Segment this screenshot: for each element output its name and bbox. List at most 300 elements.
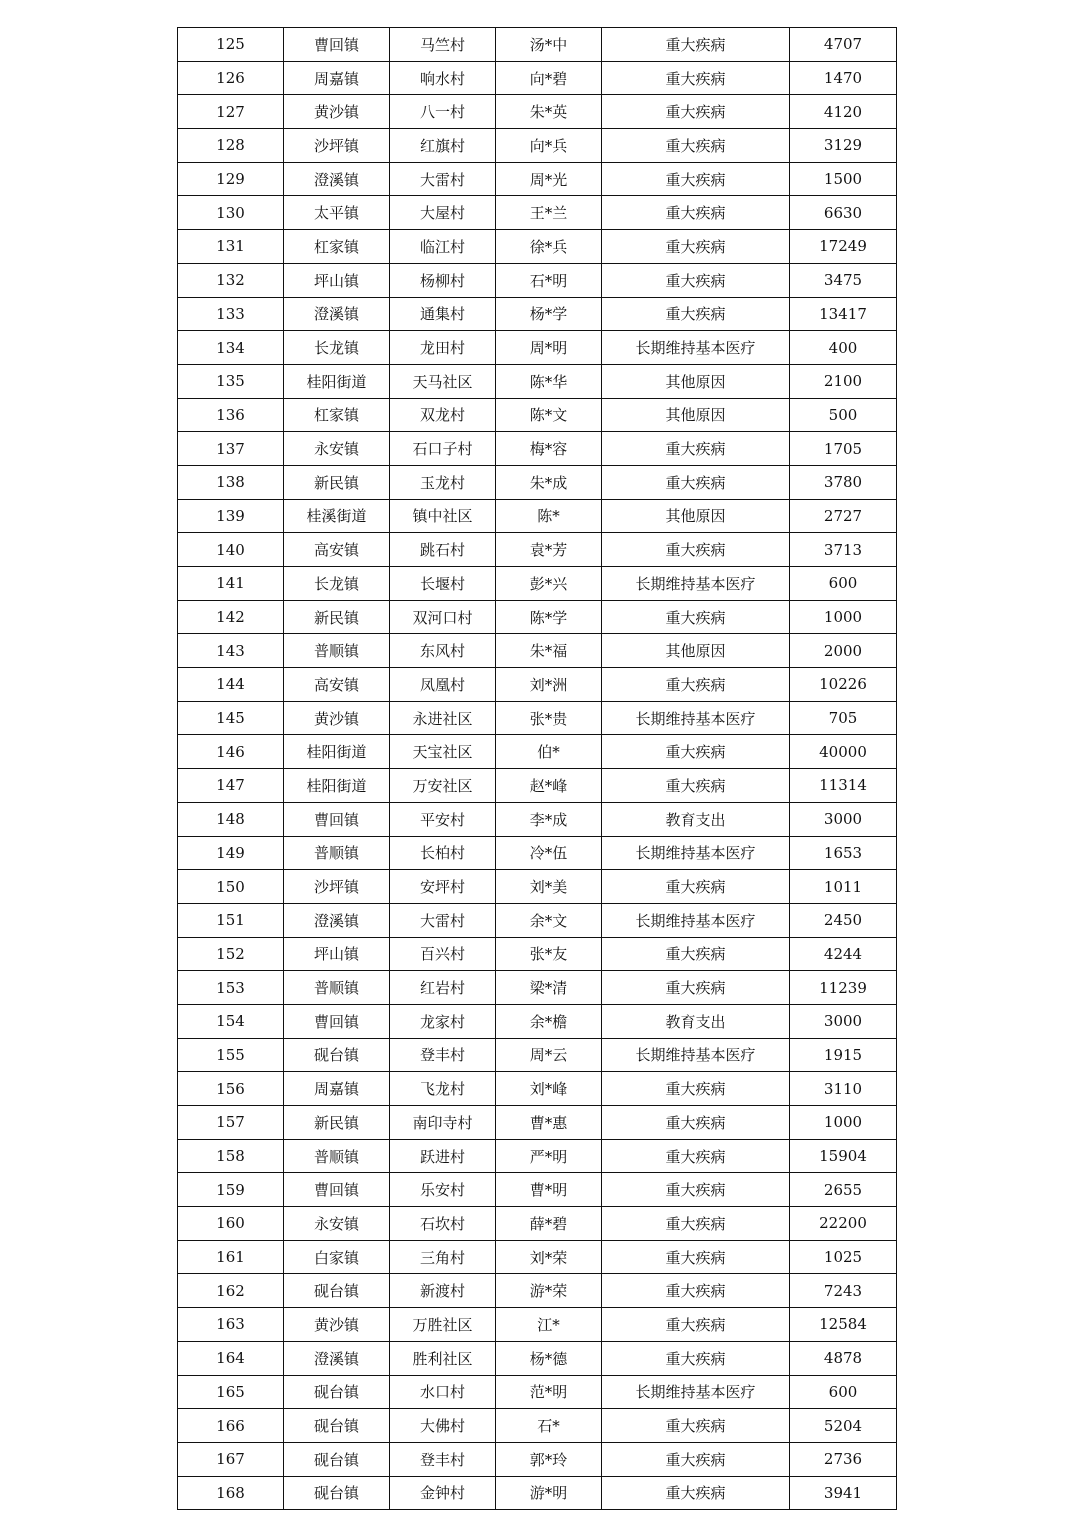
cell-row-number: 134 bbox=[178, 331, 284, 365]
cell-amount: 3713 bbox=[790, 533, 897, 567]
cell-town: 新民镇 bbox=[284, 1106, 390, 1140]
cell-village: 百兴村 bbox=[390, 937, 496, 971]
cell-reason: 重大疾病 bbox=[602, 600, 790, 634]
cell-amount: 1915 bbox=[790, 1038, 897, 1072]
cell-town: 新民镇 bbox=[284, 465, 390, 499]
cell-recipient-name: 张*友 bbox=[496, 937, 602, 971]
cell-recipient-name: 郭*玲 bbox=[496, 1442, 602, 1476]
cell-recipient-name: 彭*兴 bbox=[496, 567, 602, 601]
table-row bbox=[178, 600, 897, 634]
cell-village: 万安社区 bbox=[390, 769, 496, 803]
cell-recipient-name: 朱*福 bbox=[496, 634, 602, 668]
cell-row-number: 137 bbox=[178, 432, 284, 466]
cell-amount: 500 bbox=[790, 398, 897, 432]
cell-town: 曹回镇 bbox=[284, 1173, 390, 1207]
cell-row-number: 138 bbox=[178, 465, 284, 499]
cell-village: 凤凰村 bbox=[390, 668, 496, 702]
table-row bbox=[178, 297, 897, 331]
cell-town: 高安镇 bbox=[284, 668, 390, 702]
table-row bbox=[178, 61, 897, 95]
cell-row-number: 132 bbox=[178, 263, 284, 297]
cell-village: 龙家村 bbox=[390, 1004, 496, 1038]
cell-amount: 2727 bbox=[790, 499, 897, 533]
cell-row-number: 141 bbox=[178, 567, 284, 601]
cell-row-number: 131 bbox=[178, 230, 284, 264]
cell-row-number: 139 bbox=[178, 499, 284, 533]
cell-reason: 其他原因 bbox=[602, 499, 790, 533]
cell-town: 周嘉镇 bbox=[284, 1072, 390, 1106]
cell-town: 砚台镇 bbox=[284, 1038, 390, 1072]
cell-town: 曹回镇 bbox=[284, 1004, 390, 1038]
cell-row-number: 166 bbox=[178, 1409, 284, 1443]
cell-reason: 重大疾病 bbox=[602, 1240, 790, 1274]
table-row bbox=[178, 735, 897, 769]
cell-amount: 1025 bbox=[790, 1240, 897, 1274]
cell-reason: 重大疾病 bbox=[602, 1341, 790, 1375]
cell-reason: 长期维持基本医疗 bbox=[602, 1038, 790, 1072]
cell-amount: 600 bbox=[790, 1375, 897, 1409]
cell-town: 坪山镇 bbox=[284, 937, 390, 971]
cell-recipient-name: 梅*容 bbox=[496, 432, 602, 466]
cell-amount: 2736 bbox=[790, 1442, 897, 1476]
cell-reason: 重大疾病 bbox=[602, 1106, 790, 1140]
table-row bbox=[178, 499, 897, 533]
cell-reason: 重大疾病 bbox=[602, 937, 790, 971]
cell-reason: 重大疾病 bbox=[602, 465, 790, 499]
cell-recipient-name: 陈* bbox=[496, 499, 602, 533]
cell-town: 砚台镇 bbox=[284, 1442, 390, 1476]
cell-reason: 长期维持基本医疗 bbox=[602, 1375, 790, 1409]
cell-town: 普顺镇 bbox=[284, 836, 390, 870]
cell-amount: 4878 bbox=[790, 1341, 897, 1375]
cell-town: 曹回镇 bbox=[284, 802, 390, 836]
cell-town: 黄沙镇 bbox=[284, 95, 390, 129]
cell-amount: 1653 bbox=[790, 836, 897, 870]
cell-village: 跳石村 bbox=[390, 533, 496, 567]
cell-recipient-name: 袁*芳 bbox=[496, 533, 602, 567]
cell-amount: 2000 bbox=[790, 634, 897, 668]
table-row bbox=[178, 1173, 897, 1207]
cell-amount: 1470 bbox=[790, 61, 897, 95]
cell-reason: 重大疾病 bbox=[602, 162, 790, 196]
cell-town: 砚台镇 bbox=[284, 1375, 390, 1409]
cell-village: 红旗村 bbox=[390, 129, 496, 163]
cell-amount: 4120 bbox=[790, 95, 897, 129]
table-row bbox=[178, 971, 897, 1005]
table-row bbox=[178, 634, 897, 668]
cell-row-number: 128 bbox=[178, 129, 284, 163]
cell-reason: 重大疾病 bbox=[602, 432, 790, 466]
cell-row-number: 130 bbox=[178, 196, 284, 230]
cell-recipient-name: 周*云 bbox=[496, 1038, 602, 1072]
table-row bbox=[178, 769, 897, 803]
table-row bbox=[178, 668, 897, 702]
cell-amount: 3941 bbox=[790, 1476, 897, 1510]
cell-reason: 重大疾病 bbox=[602, 28, 790, 62]
cell-reason: 重大疾病 bbox=[602, 1139, 790, 1173]
cell-amount: 3000 bbox=[790, 1004, 897, 1038]
cell-row-number: 167 bbox=[178, 1442, 284, 1476]
cell-recipient-name: 游*明 bbox=[496, 1476, 602, 1510]
cell-town: 桂阳街道 bbox=[284, 769, 390, 803]
cell-amount: 1011 bbox=[790, 870, 897, 904]
cell-reason: 重大疾病 bbox=[602, 263, 790, 297]
cell-reason: 重大疾病 bbox=[602, 230, 790, 264]
cell-amount: 4707 bbox=[790, 28, 897, 62]
cell-amount: 7243 bbox=[790, 1274, 897, 1308]
cell-recipient-name: 朱*英 bbox=[496, 95, 602, 129]
cell-reason: 长期维持基本医疗 bbox=[602, 701, 790, 735]
cell-town: 桂溪街道 bbox=[284, 499, 390, 533]
cell-recipient-name: 徐*兵 bbox=[496, 230, 602, 264]
cell-amount: 3475 bbox=[790, 263, 897, 297]
cell-recipient-name: 向*碧 bbox=[496, 61, 602, 95]
cell-reason: 重大疾病 bbox=[602, 1274, 790, 1308]
cell-reason: 长期维持基本医疗 bbox=[602, 903, 790, 937]
table-row bbox=[178, 1409, 897, 1443]
cell-village: 马竺村 bbox=[390, 28, 496, 62]
cell-amount: 17249 bbox=[790, 230, 897, 264]
cell-reason: 重大疾病 bbox=[602, 61, 790, 95]
cell-recipient-name: 刘*峰 bbox=[496, 1072, 602, 1106]
cell-reason: 重大疾病 bbox=[602, 1476, 790, 1510]
cell-reason: 长期维持基本医疗 bbox=[602, 836, 790, 870]
cell-recipient-name: 李*成 bbox=[496, 802, 602, 836]
table-row bbox=[178, 1240, 897, 1274]
cell-amount: 11314 bbox=[790, 769, 897, 803]
cell-reason: 重大疾病 bbox=[602, 129, 790, 163]
table-row bbox=[178, 1341, 897, 1375]
table-row bbox=[178, 903, 897, 937]
cell-town: 砚台镇 bbox=[284, 1476, 390, 1510]
cell-amount: 2655 bbox=[790, 1173, 897, 1207]
cell-town: 澄溪镇 bbox=[284, 1341, 390, 1375]
cell-recipient-name: 陈*学 bbox=[496, 600, 602, 634]
cell-village: 新渡村 bbox=[390, 1274, 496, 1308]
cell-reason: 重大疾病 bbox=[602, 870, 790, 904]
table-row bbox=[178, 937, 897, 971]
cell-amount: 4244 bbox=[790, 937, 897, 971]
cell-recipient-name: 石*明 bbox=[496, 263, 602, 297]
table-row bbox=[178, 129, 897, 163]
cell-town: 桂阳街道 bbox=[284, 364, 390, 398]
cell-town: 普顺镇 bbox=[284, 634, 390, 668]
cell-recipient-name: 张*贵 bbox=[496, 701, 602, 735]
cell-amount: 3780 bbox=[790, 465, 897, 499]
cell-village: 南印寺村 bbox=[390, 1106, 496, 1140]
cell-village: 天马社区 bbox=[390, 364, 496, 398]
cell-town: 长龙镇 bbox=[284, 331, 390, 365]
cell-town: 太平镇 bbox=[284, 196, 390, 230]
table-row bbox=[178, 1308, 897, 1342]
cell-village: 天宝社区 bbox=[390, 735, 496, 769]
cell-amount: 1705 bbox=[790, 432, 897, 466]
cell-amount: 12584 bbox=[790, 1308, 897, 1342]
cell-reason: 重大疾病 bbox=[602, 1308, 790, 1342]
cell-village: 乐安村 bbox=[390, 1173, 496, 1207]
table-row bbox=[178, 870, 897, 904]
cell-town: 白家镇 bbox=[284, 1240, 390, 1274]
cell-town: 长龙镇 bbox=[284, 567, 390, 601]
assistance-table bbox=[177, 27, 897, 1510]
cell-amount: 6630 bbox=[790, 196, 897, 230]
cell-amount: 10226 bbox=[790, 668, 897, 702]
cell-recipient-name: 向*兵 bbox=[496, 129, 602, 163]
cell-reason: 重大疾病 bbox=[602, 1072, 790, 1106]
cell-amount: 3110 bbox=[790, 1072, 897, 1106]
table-row bbox=[178, 162, 897, 196]
cell-row-number: 164 bbox=[178, 1341, 284, 1375]
cell-town: 周嘉镇 bbox=[284, 61, 390, 95]
cell-town: 坪山镇 bbox=[284, 263, 390, 297]
cell-village: 登丰村 bbox=[390, 1442, 496, 1476]
table-row bbox=[178, 364, 897, 398]
cell-amount: 3129 bbox=[790, 129, 897, 163]
cell-recipient-name: 余*檐 bbox=[496, 1004, 602, 1038]
cell-reason: 重大疾病 bbox=[602, 1409, 790, 1443]
cell-recipient-name: 刘*美 bbox=[496, 870, 602, 904]
cell-recipient-name: 石* bbox=[496, 1409, 602, 1443]
cell-row-number: 158 bbox=[178, 1139, 284, 1173]
cell-village: 八一村 bbox=[390, 95, 496, 129]
table-row bbox=[178, 1274, 897, 1308]
cell-village: 长堰村 bbox=[390, 567, 496, 601]
cell-row-number: 160 bbox=[178, 1207, 284, 1241]
cell-town: 澄溪镇 bbox=[284, 903, 390, 937]
cell-row-number: 156 bbox=[178, 1072, 284, 1106]
cell-village: 大雷村 bbox=[390, 162, 496, 196]
cell-village: 大雷村 bbox=[390, 903, 496, 937]
cell-amount: 1500 bbox=[790, 162, 897, 196]
cell-row-number: 144 bbox=[178, 668, 284, 702]
cell-row-number: 155 bbox=[178, 1038, 284, 1072]
table-row bbox=[178, 567, 897, 601]
cell-town: 黄沙镇 bbox=[284, 1308, 390, 1342]
cell-reason: 重大疾病 bbox=[602, 1207, 790, 1241]
table-row bbox=[178, 1072, 897, 1106]
cell-reason: 重大疾病 bbox=[602, 1173, 790, 1207]
cell-row-number: 148 bbox=[178, 802, 284, 836]
cell-recipient-name: 薛*碧 bbox=[496, 1207, 602, 1241]
cell-recipient-name: 杨*学 bbox=[496, 297, 602, 331]
table-row bbox=[178, 196, 897, 230]
cell-town: 杠家镇 bbox=[284, 230, 390, 264]
cell-recipient-name: 周*明 bbox=[496, 331, 602, 365]
table-row bbox=[178, 1004, 897, 1038]
cell-row-number: 145 bbox=[178, 701, 284, 735]
cell-town: 黄沙镇 bbox=[284, 701, 390, 735]
cell-town: 砚台镇 bbox=[284, 1409, 390, 1443]
cell-village: 响水村 bbox=[390, 61, 496, 95]
cell-town: 曹回镇 bbox=[284, 28, 390, 62]
cell-village: 飞龙村 bbox=[390, 1072, 496, 1106]
cell-reason: 教育支出 bbox=[602, 1004, 790, 1038]
cell-town: 杠家镇 bbox=[284, 398, 390, 432]
cell-row-number: 125 bbox=[178, 28, 284, 62]
cell-village: 大屋村 bbox=[390, 196, 496, 230]
cell-village: 万胜社区 bbox=[390, 1308, 496, 1342]
cell-recipient-name: 赵*峰 bbox=[496, 769, 602, 803]
cell-reason: 其他原因 bbox=[602, 364, 790, 398]
cell-village: 水口村 bbox=[390, 1375, 496, 1409]
cell-town: 桂阳街道 bbox=[284, 735, 390, 769]
cell-village: 石坎村 bbox=[390, 1207, 496, 1241]
cell-reason: 长期维持基本医疗 bbox=[602, 331, 790, 365]
cell-village: 永进社区 bbox=[390, 701, 496, 735]
cell-town: 新民镇 bbox=[284, 600, 390, 634]
cell-row-number: 162 bbox=[178, 1274, 284, 1308]
cell-amount: 22200 bbox=[790, 1207, 897, 1241]
cell-amount: 1000 bbox=[790, 600, 897, 634]
cell-reason: 重大疾病 bbox=[602, 533, 790, 567]
table-row bbox=[178, 95, 897, 129]
cell-town: 沙坪镇 bbox=[284, 129, 390, 163]
table-row bbox=[178, 1442, 897, 1476]
cell-reason: 长期维持基本医疗 bbox=[602, 567, 790, 601]
cell-reason: 其他原因 bbox=[602, 634, 790, 668]
cell-row-number: 153 bbox=[178, 971, 284, 1005]
cell-row-number: 157 bbox=[178, 1106, 284, 1140]
table-row bbox=[178, 230, 897, 264]
cell-village: 杨柳村 bbox=[390, 263, 496, 297]
cell-reason: 重大疾病 bbox=[602, 1442, 790, 1476]
table-row bbox=[178, 802, 897, 836]
cell-reason: 其他原因 bbox=[602, 398, 790, 432]
table-row bbox=[178, 465, 897, 499]
table-row bbox=[178, 701, 897, 735]
cell-recipient-name: 朱*成 bbox=[496, 465, 602, 499]
cell-recipient-name: 陈*华 bbox=[496, 364, 602, 398]
cell-reason: 重大疾病 bbox=[602, 668, 790, 702]
cell-row-number: 126 bbox=[178, 61, 284, 95]
cell-town: 沙坪镇 bbox=[284, 870, 390, 904]
table-row bbox=[178, 1038, 897, 1072]
table-row bbox=[178, 836, 897, 870]
cell-village: 三角村 bbox=[390, 1240, 496, 1274]
cell-village: 长柏村 bbox=[390, 836, 496, 870]
cell-amount: 5204 bbox=[790, 1409, 897, 1443]
cell-recipient-name: 江* bbox=[496, 1308, 602, 1342]
cell-recipient-name: 梁*清 bbox=[496, 971, 602, 1005]
cell-town: 澄溪镇 bbox=[284, 297, 390, 331]
cell-row-number: 151 bbox=[178, 903, 284, 937]
table-row bbox=[178, 1139, 897, 1173]
table-row bbox=[178, 533, 897, 567]
table-row bbox=[178, 263, 897, 297]
cell-amount: 11239 bbox=[790, 971, 897, 1005]
table-row bbox=[178, 331, 897, 365]
cell-recipient-name: 伯* bbox=[496, 735, 602, 769]
cell-village: 胜利社区 bbox=[390, 1341, 496, 1375]
cell-village: 玉龙村 bbox=[390, 465, 496, 499]
cell-row-number: 135 bbox=[178, 364, 284, 398]
cell-town: 澄溪镇 bbox=[284, 162, 390, 196]
cell-recipient-name: 游*荣 bbox=[496, 1274, 602, 1308]
table-row bbox=[178, 1106, 897, 1140]
table-row bbox=[178, 1476, 897, 1510]
cell-amount: 13417 bbox=[790, 297, 897, 331]
cell-town: 砚台镇 bbox=[284, 1274, 390, 1308]
cell-village: 跃进村 bbox=[390, 1139, 496, 1173]
cell-amount: 40000 bbox=[790, 735, 897, 769]
cell-village: 龙田村 bbox=[390, 331, 496, 365]
cell-amount: 3000 bbox=[790, 802, 897, 836]
cell-row-number: 152 bbox=[178, 937, 284, 971]
cell-row-number: 163 bbox=[178, 1308, 284, 1342]
cell-row-number: 127 bbox=[178, 95, 284, 129]
cell-village: 镇中社区 bbox=[390, 499, 496, 533]
table-row bbox=[178, 1375, 897, 1409]
cell-row-number: 147 bbox=[178, 769, 284, 803]
cell-recipient-name: 刘*洲 bbox=[496, 668, 602, 702]
cell-recipient-name: 严*明 bbox=[496, 1139, 602, 1173]
cell-village: 通集村 bbox=[390, 297, 496, 331]
cell-village: 红岩村 bbox=[390, 971, 496, 1005]
cell-amount: 15904 bbox=[790, 1139, 897, 1173]
cell-reason: 重大疾病 bbox=[602, 735, 790, 769]
cell-row-number: 133 bbox=[178, 297, 284, 331]
cell-village: 安坪村 bbox=[390, 870, 496, 904]
cell-row-number: 161 bbox=[178, 1240, 284, 1274]
cell-reason: 重大疾病 bbox=[602, 971, 790, 1005]
cell-reason: 重大疾病 bbox=[602, 95, 790, 129]
cell-row-number: 168 bbox=[178, 1476, 284, 1510]
cell-town: 高安镇 bbox=[284, 533, 390, 567]
cell-row-number: 150 bbox=[178, 870, 284, 904]
cell-row-number: 149 bbox=[178, 836, 284, 870]
cell-recipient-name: 汤*中 bbox=[496, 28, 602, 62]
cell-town: 永安镇 bbox=[284, 432, 390, 466]
cell-recipient-name: 陈*文 bbox=[496, 398, 602, 432]
cell-village: 石口子村 bbox=[390, 432, 496, 466]
cell-village: 临江村 bbox=[390, 230, 496, 264]
cell-amount: 1000 bbox=[790, 1106, 897, 1140]
table-row bbox=[178, 1207, 897, 1241]
cell-recipient-name: 王*兰 bbox=[496, 196, 602, 230]
cell-recipient-name: 刘*荣 bbox=[496, 1240, 602, 1274]
cell-row-number: 129 bbox=[178, 162, 284, 196]
cell-village: 登丰村 bbox=[390, 1038, 496, 1072]
table-row bbox=[178, 432, 897, 466]
cell-village: 东风村 bbox=[390, 634, 496, 668]
cell-reason: 重大疾病 bbox=[602, 769, 790, 803]
cell-village: 大佛村 bbox=[390, 1409, 496, 1443]
cell-amount: 2100 bbox=[790, 364, 897, 398]
cell-row-number: 146 bbox=[178, 735, 284, 769]
table-body bbox=[178, 28, 897, 1510]
cell-row-number: 142 bbox=[178, 600, 284, 634]
cell-town: 普顺镇 bbox=[284, 1139, 390, 1173]
cell-recipient-name: 周*光 bbox=[496, 162, 602, 196]
cell-row-number: 154 bbox=[178, 1004, 284, 1038]
cell-village: 平安村 bbox=[390, 802, 496, 836]
cell-recipient-name: 曹*惠 bbox=[496, 1106, 602, 1140]
cell-reason: 重大疾病 bbox=[602, 297, 790, 331]
cell-town: 永安镇 bbox=[284, 1207, 390, 1241]
table-row bbox=[178, 28, 897, 62]
cell-row-number: 136 bbox=[178, 398, 284, 432]
cell-town: 普顺镇 bbox=[284, 971, 390, 1005]
cell-recipient-name: 范*明 bbox=[496, 1375, 602, 1409]
cell-row-number: 140 bbox=[178, 533, 284, 567]
cell-amount: 705 bbox=[790, 701, 897, 735]
cell-reason: 教育支出 bbox=[602, 802, 790, 836]
cell-row-number: 143 bbox=[178, 634, 284, 668]
cell-recipient-name: 冷*伍 bbox=[496, 836, 602, 870]
cell-row-number: 159 bbox=[178, 1173, 284, 1207]
cell-reason: 重大疾病 bbox=[602, 196, 790, 230]
cell-recipient-name: 杨*德 bbox=[496, 1341, 602, 1375]
